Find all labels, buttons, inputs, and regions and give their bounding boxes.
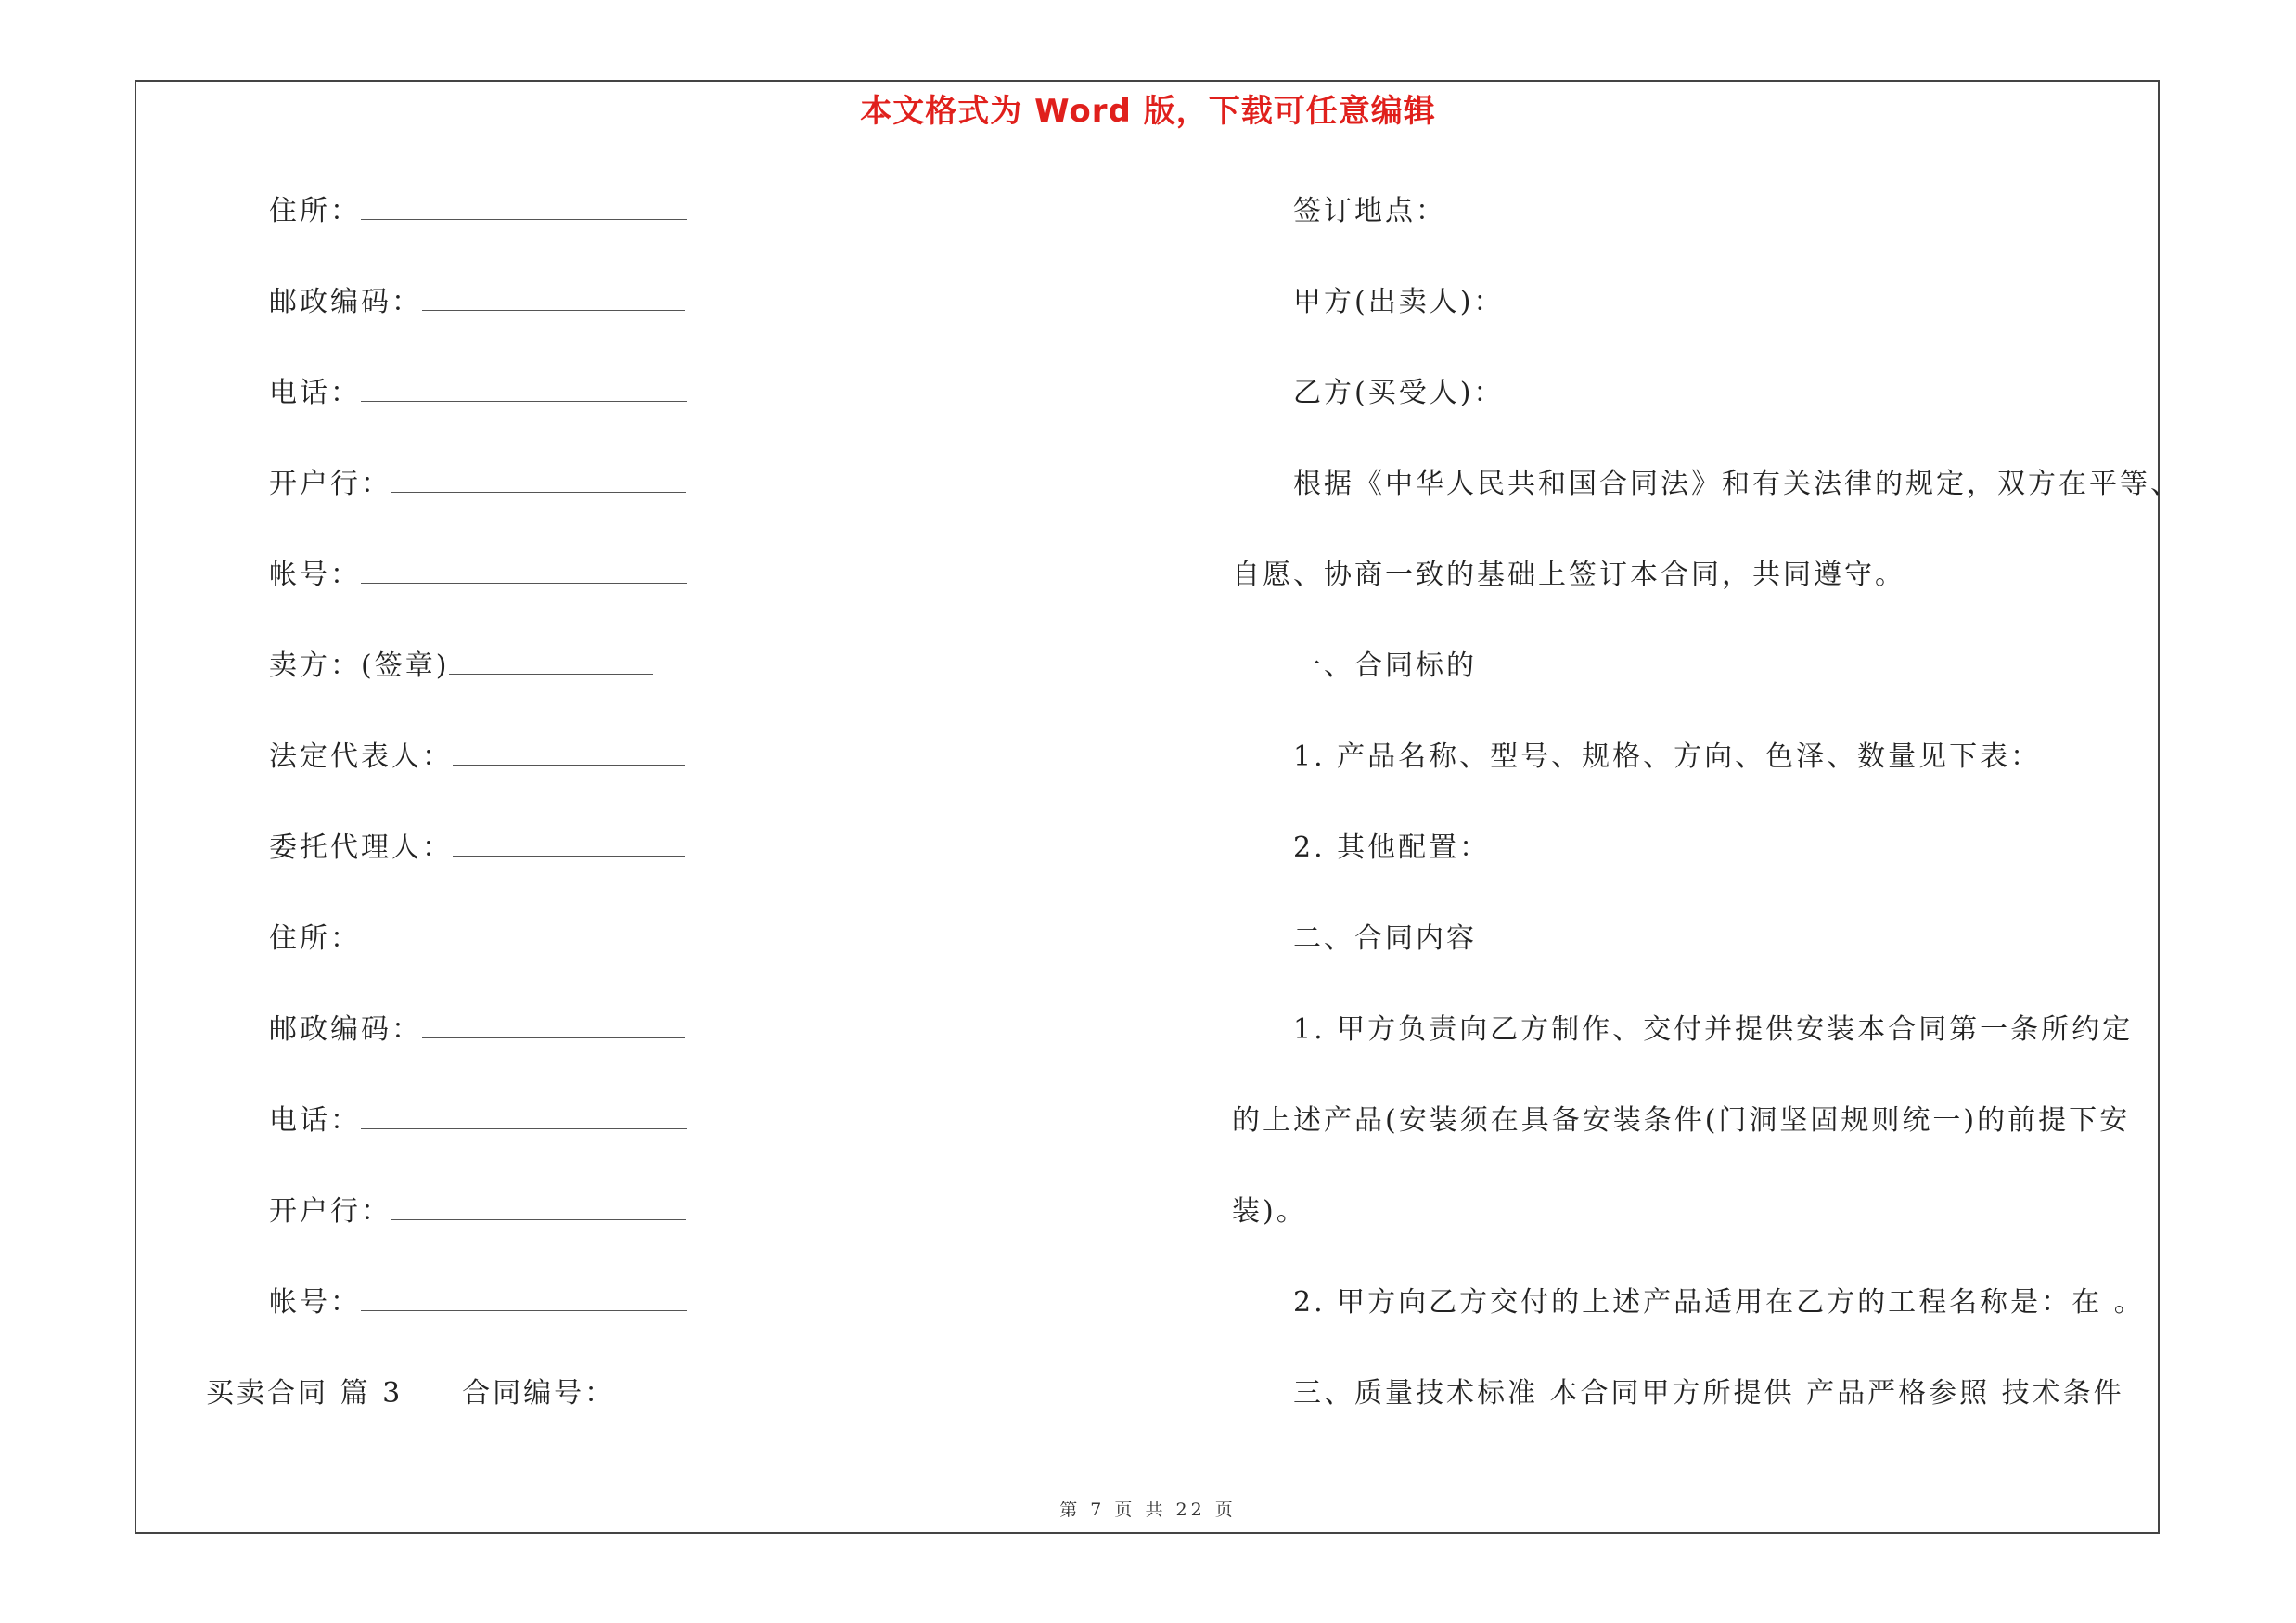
account-blank: [361, 557, 687, 584]
postcode-blank: [422, 284, 685, 311]
field-phone-2: 电话：: [269, 1102, 687, 1140]
field-bank: 开户行：: [269, 466, 686, 503]
seller-seal-blank: [449, 648, 653, 675]
account-2-blank: [361, 1284, 687, 1311]
address-blank: [361, 193, 687, 220]
word-format-banner: 本文格式为 Word 版，下载可任意编辑: [860, 93, 1436, 130]
phone-2-blank: [361, 1102, 687, 1129]
field-account-2: 帐号：: [269, 1284, 687, 1321]
clause-2-1-line-2: 的上述产品(安装须在具备安装条件(门洞坚固规则统一)的前提下安: [1232, 1104, 2131, 1137]
clause-1-1: 1. 产品名称、型号、规格、方向、色泽、数量见下表：: [1293, 741, 2042, 773]
preamble-line-2: 自愿、协商一致的基础上签订本合同，共同遵守。: [1232, 559, 1905, 591]
field-postcode-2: 邮政编码：: [269, 1011, 685, 1049]
agent-blank: [453, 830, 685, 857]
field-agent: 委托代理人：: [269, 830, 685, 867]
clause-1-2: 2. 其他配置：: [1293, 831, 1491, 864]
field-postcode: 邮政编码：: [269, 284, 685, 321]
field-phone: 电话：: [269, 375, 687, 412]
phone-blank: [361, 375, 687, 402]
section-2-heading: 二、合同内容: [1293, 922, 1477, 955]
legal-rep-blank: [453, 739, 685, 766]
preamble-line-1: 根据《中华人民共和国合同法》和有关法律的规定，双方在平等、: [1293, 468, 2181, 500]
party-a: 甲方(出卖人)：: [1293, 286, 1505, 318]
party-b: 乙方(买受人)：: [1293, 377, 1505, 409]
clause-2-2: 2. 甲方向乙方交付的上述产品适用在乙方的工程名称是：在 。: [1293, 1286, 2145, 1319]
bank-2-blank: [391, 1193, 686, 1220]
field-legal-rep: 法定代表人：: [269, 739, 685, 776]
signing-place: 签订地点：: [1293, 195, 1446, 227]
field-address-2: 住所：: [269, 921, 687, 958]
section-3-heading: [206, 1375, 615, 1412]
section-3-quality: 三、质量技术标准 本合同甲方所提供 产品严格参照 技术条件: [1293, 1377, 2124, 1410]
field-seller-seal: 卖方：(签章): [269, 648, 653, 685]
contract-number-label: 合同编号：: [462, 1377, 616, 1410]
field-account: 帐号：: [269, 557, 687, 594]
postcode-2-blank: [422, 1011, 685, 1038]
clause-2-1-line-1: 1. 甲方负责向乙方制作、交付并提供安装本合同第一条所约定: [1293, 1013, 2134, 1046]
address-2-blank: [361, 921, 687, 947]
section-1-heading: 一、合同标的: [1293, 650, 1477, 682]
page-number: 第 7 页 共 22 页: [1059, 1500, 1237, 1520]
section-3-title: 买卖合同 篇 3: [206, 1377, 404, 1410]
bank-blank: [391, 466, 686, 493]
field-address: 住所：: [269, 193, 687, 230]
clause-2-1-line-3: 装)。: [1232, 1195, 1307, 1228]
field-bank-2: 开户行：: [269, 1193, 686, 1230]
